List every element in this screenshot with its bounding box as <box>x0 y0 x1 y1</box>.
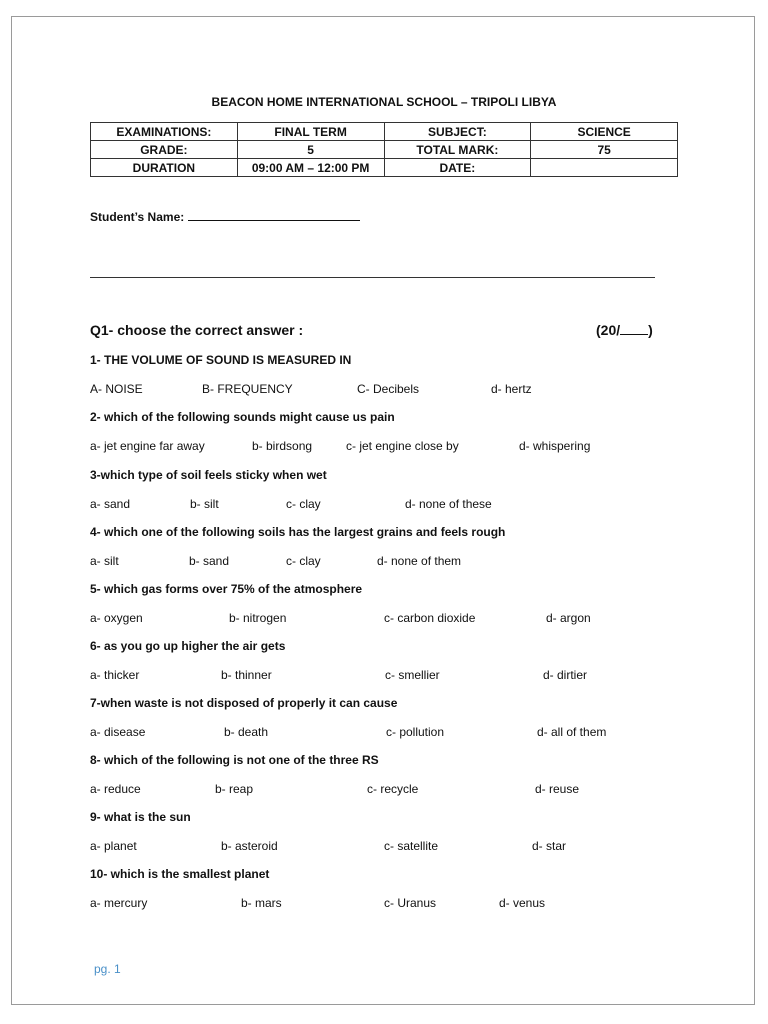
question-text: 5- which gas forms over 75% of the atmosphere <box>90 582 363 596</box>
answer-option[interactable]: B- FREQUENCY <box>202 382 293 396</box>
answer-option[interactable]: a- sand <box>90 497 131 511</box>
answer-option[interactable]: a- planet <box>90 839 137 853</box>
question-text: 1- THE VOLUME OF SOUND IS MEASURED IN <box>90 353 352 367</box>
answer-option[interactable]: d- argon <box>546 611 591 625</box>
answer-option[interactable]: b- asteroid <box>221 839 278 853</box>
school-title: BEACON HOME INTERNATIONAL SCHOOL – TRIPOLI LIBYA <box>211 95 557 109</box>
table-row <box>91 123 678 141</box>
answer-option[interactable]: c- pollution <box>386 725 445 739</box>
answer-option[interactable]: a- thicker <box>90 668 140 682</box>
section-title: Q1- choose the correct answer : <box>90 322 304 338</box>
student-name-row <box>90 208 360 224</box>
answer-option[interactable]: b- thinner <box>221 668 272 682</box>
answer-option[interactable]: a- mercury <box>90 896 148 910</box>
answer-option[interactable]: d- none of these <box>405 497 492 511</box>
section-score <box>596 322 653 338</box>
answer-option[interactable]: b- nitrogen <box>229 611 287 625</box>
answer-option[interactable]: a- oxygen <box>90 611 143 625</box>
answer-option[interactable]: c- recycle <box>367 782 419 796</box>
answer-option[interactable]: a- reduce <box>90 782 141 796</box>
exam-info-table <box>90 122 678 177</box>
answer-option[interactable]: b- silt <box>190 497 219 511</box>
answer-option[interactable]: a- silt <box>90 554 119 568</box>
question-text: 2- which of the following sounds might cause us pain <box>90 410 395 424</box>
question-text: 9- what is the sun <box>90 810 191 824</box>
answer-option[interactable]: b- sand <box>189 554 230 568</box>
table-cell: FINAL TERM <box>237 123 384 141</box>
answer-option[interactable]: c- satellite <box>384 839 439 853</box>
score-blank[interactable] <box>620 322 648 335</box>
answer-option[interactable]: d- dirtier <box>543 668 588 682</box>
page-number: pg. 1 <box>94 962 121 976</box>
answer-option[interactable]: C- Decibels <box>357 382 420 396</box>
answer-option[interactable]: d- whispering <box>519 439 591 453</box>
question-text: 6- as you go up higher the air gets <box>90 639 286 653</box>
answer-option[interactable]: d- venus <box>499 896 546 910</box>
table-cell: DATE: <box>384 159 531 177</box>
answer-option[interactable]: b- mars <box>241 896 282 910</box>
student-name-field[interactable] <box>188 208 360 221</box>
table-row <box>91 141 678 159</box>
table-cell: 09:00 AM – 12:00 PM <box>237 159 384 177</box>
table-row <box>91 159 678 177</box>
answer-option[interactable]: c- jet engine close by <box>346 439 459 453</box>
table-cell: SUBJECT: <box>384 123 531 141</box>
student-name-label: Student’s Name: <box>90 210 185 224</box>
table-cell: GRADE: <box>91 141 238 159</box>
answer-option[interactable]: A- NOISE <box>90 382 143 396</box>
answer-option[interactable]: d- reuse <box>535 782 580 796</box>
question-text: 10- which is the smallest planet <box>90 867 270 881</box>
question-text: 7-when waste is not disposed of properly it can cause <box>90 696 398 710</box>
answer-option[interactable]: c- clay <box>286 497 321 511</box>
score-suffix: ) <box>648 322 653 338</box>
question-text: 4- which one of the following soils has the largest grains and feels rough <box>90 525 506 539</box>
question-text: 3-which type of soil feels sticky when wet <box>90 468 327 482</box>
score-prefix: (20/ <box>596 322 621 338</box>
answer-option[interactable]: a- jet engine far away <box>90 439 205 453</box>
answer-option[interactable]: a- disease <box>90 725 146 739</box>
answer-option[interactable]: c- carbon dioxide <box>384 611 476 625</box>
answer-option[interactable]: d- star <box>532 839 567 853</box>
date-field[interactable] <box>531 159 678 177</box>
answer-option[interactable]: d- hertz <box>491 382 532 396</box>
answer-option[interactable]: b- birdsong <box>252 439 313 453</box>
question-text: 8- which of the following is not one of the three RS <box>90 753 379 767</box>
table-cell: DURATION <box>91 159 238 177</box>
table-cell: 5 <box>237 141 384 159</box>
answer-option[interactable]: b- death <box>224 725 269 739</box>
answer-option[interactable]: c- clay <box>286 554 321 568</box>
answer-option[interactable]: d- all of them <box>537 725 607 739</box>
answer-option[interactable]: d- none of them <box>377 554 462 568</box>
answer-option[interactable]: b- reap <box>215 782 254 796</box>
table-cell: SCIENCE <box>531 123 678 141</box>
table-cell: TOTAL MARK: <box>384 141 531 159</box>
answer-option[interactable]: c- Uranus <box>384 896 437 910</box>
table-cell: 75 <box>531 141 678 159</box>
divider-line <box>90 277 655 278</box>
table-cell: EXAMINATIONS: <box>91 123 238 141</box>
answer-option[interactable]: c- smellier <box>385 668 440 682</box>
